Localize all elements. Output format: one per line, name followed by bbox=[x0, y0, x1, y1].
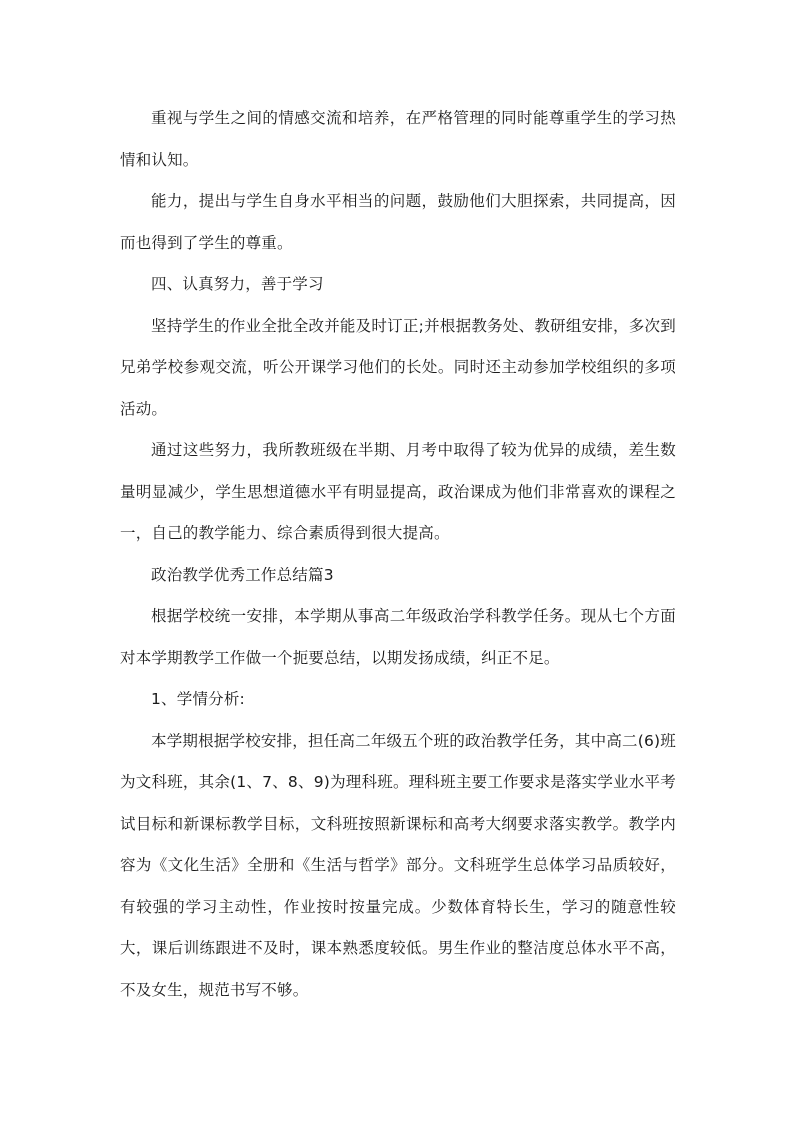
paragraph-intro: 根据学校统一安排，本学期从事高二年级政治学科教学任务。现从七个方面对本学期教学工作做一个扼要总结，以期发扬成绩，纠正不足。 bbox=[120, 607, 676, 667]
paragraph-analysis: 本学期根据学校安排，担任高二年级五个班的政治教学任务，其中高二(6)班为文科班，其余(1、7、8、9)为理科班。理科班主要工作要求是落实学业水平考试目标和新课标教学目标，文科班按照新课标和高考大纲要求落实教学。教学内容为《文化生活》全册和《生活与哲学》部分。文科班学生总体学习品质较好，有较强的学习主动性，作业按时按量完成。少数体育特长生，学习的随意性较大，课后训练跟进不及时，课本熟悉度较低。男生作业的整洁度总体水平不高，不及女生，规范书写不够。 bbox=[120, 731, 676, 999]
paragraph-homework: 坚持学生的作业全批全改并能及时订正;并根据教务处、教研组安排，多次到兄弟学校参观交流，听公开课学习他们的长处。同时还主动参加学校组织的多项活动。 bbox=[120, 316, 676, 418]
paragraph-results: 通过这些努力，我所教班级在半期、月考中取得了较为优异的成绩，差生数量明显减少，学生思想道德水平有明显提高，政治课成为他们非常喜欢的课程之一，自己的教学能力、综合素质得到很大提高。 bbox=[120, 441, 676, 542]
section-heading-study: 四、认真努力，善于学习 bbox=[151, 275, 324, 293]
article-title: 政治教学优秀工作总结篇3 bbox=[151, 565, 334, 584]
document-body bbox=[120, 98, 676, 1011]
section-heading-analysis: 1、学情分析: bbox=[151, 690, 245, 708]
paragraph-ability: 能力，提出与学生自身水平相当的问题，鼓励他们大胆探索，共同提高，因而也得到了学生的尊重。 bbox=[120, 192, 676, 252]
paragraph-student-emotion: 重视与学生之间的情感交流和培养，在严格管理的同时能尊重学生的学习热情和认知。 bbox=[120, 109, 676, 169]
